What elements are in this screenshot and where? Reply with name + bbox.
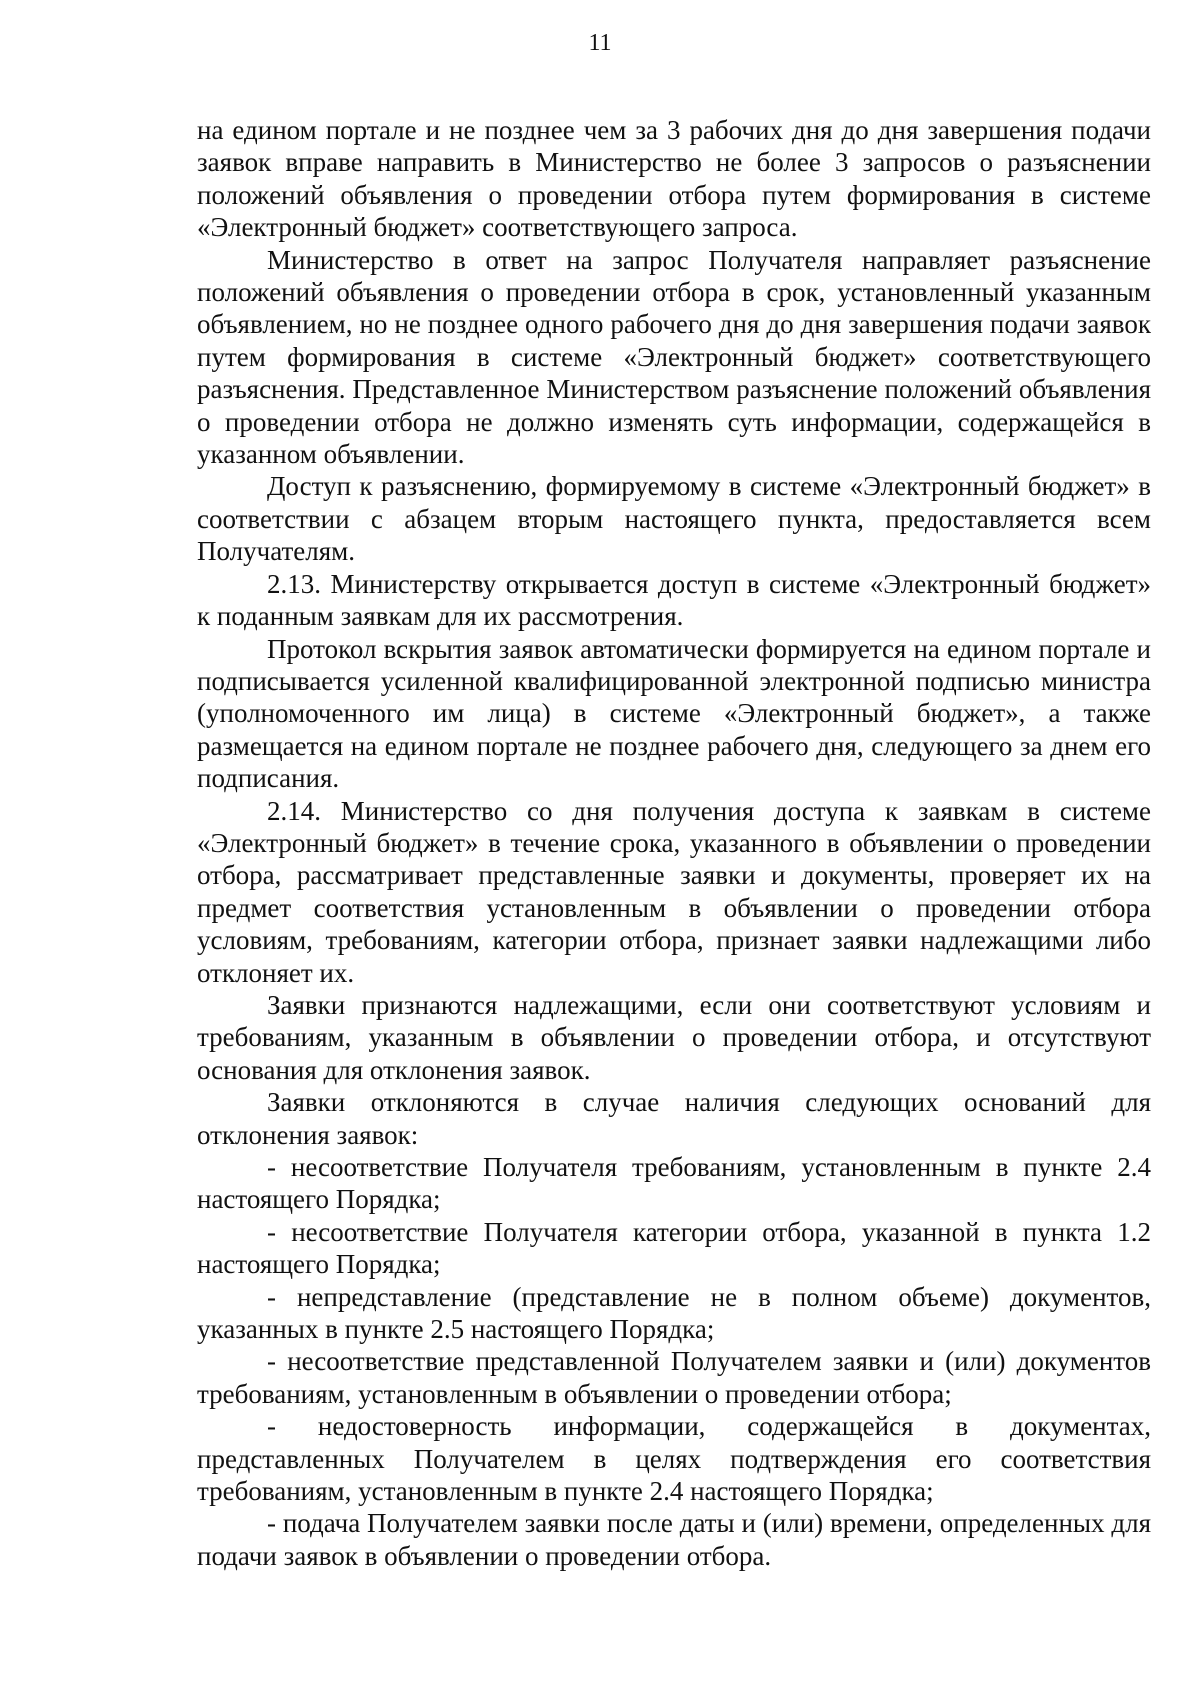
paragraph: 2.13. Министерству открывается доступ в системе «Электронный бюджет» к поданным заявкам для их рассмотрения. — [197, 568, 1151, 632]
paragraph: Заявки признаются надлежащими, если они соответствуют условиям и требованиям, указанным в объявлении о проведении отбора, и отсутствуют основания для отклонения заявок. — [197, 989, 1151, 1085]
list-item: - непредставление (представление не в полном объеме) документов, указанных в пункте 2.5 настоящего Порядка; — [197, 1281, 1151, 1345]
list-item: - несоответствие Получателя требованиям, установленным в пункте 2.4 настоящего Порядка; — [197, 1152, 1151, 1215]
list-item: - несоответствие Получателя категории отбора, указанной в пункта 1.2 настоящего Порядка; — [197, 1216, 1151, 1280]
list-item: - несоответствие представленной Получателем заявки и (или) документов требованиям, установленным в объявлении о проведении отбора; — [197, 1346, 1151, 1409]
list-item: - подача Получателем заявки после даты и (или) времени, определенных для подачи заявок в объявлении о проведении отбора. — [197, 1508, 1151, 1571]
paragraph: Заявки отклоняются в случае наличия следующих оснований для отклонения заявок: — [197, 1087, 1151, 1150]
paragraph: Министерство в ответ на запрос Получателя направляет разъяснение положений объявления о проведении отбора в срок, установленный указанным объявлением, но не позднее одного рабочего дня до дня завершения подачи заявок путем формирования в системе «Электронный бюджет» соответствующего разъяснения. Представленное Министерством разъяснение положений объявления о проведении отбора не должно изменять суть информации, содержащейся в указанном объявлении. — [197, 244, 1151, 470]
paragraph: на едином портале и не позднее чем за 3 рабочих дня до дня завершения подачи заявок вправе направить в Министерство не более 3 запросов о разъяснении положений объявления о проведении отбора путем формирования в системе «Электронный бюджет» соответствующего запроса. — [197, 115, 1151, 243]
paragraph: Протокол вскрытия заявок автоматически формируется на едином портале и подписывается усиленной квалифицированной электронной подписью министра (уполномоченного им лица) в системе «Электронный бюджет», а также размещается на едином портале не позднее рабочего дня, следующего за днем его подписания. — [197, 633, 1151, 794]
list-item: - недостоверность информации, содержащейся в документах, представленных Получателем в целях подтверждения его соответствия требованиям, установленным в пункте 2.4 настоящего Порядка; — [197, 1411, 1151, 1507]
paragraph: Доступ к разъяснению, формируемому в системе «Электронный бюджет» в соответствии с абзацем вторым настоящего пункта, предоставляется всем Получателям. — [197, 471, 1151, 567]
document-body — [197, 114, 1151, 1572]
paragraph: 2.14. Министерство со дня получения доступа к заявкам в системе «Электронный бюджет» в течение срока, указанного в объявлении о проведении отбора, рассматривает представленные заявки и документы, проверяет их на предмет соответствия установленным в объявлении о проведении отбора условиям, требованиям, категории отбора, признает заявки надлежащими либо отклоняет их. — [197, 795, 1151, 988]
page-number: 11 — [588, 30, 612, 56]
